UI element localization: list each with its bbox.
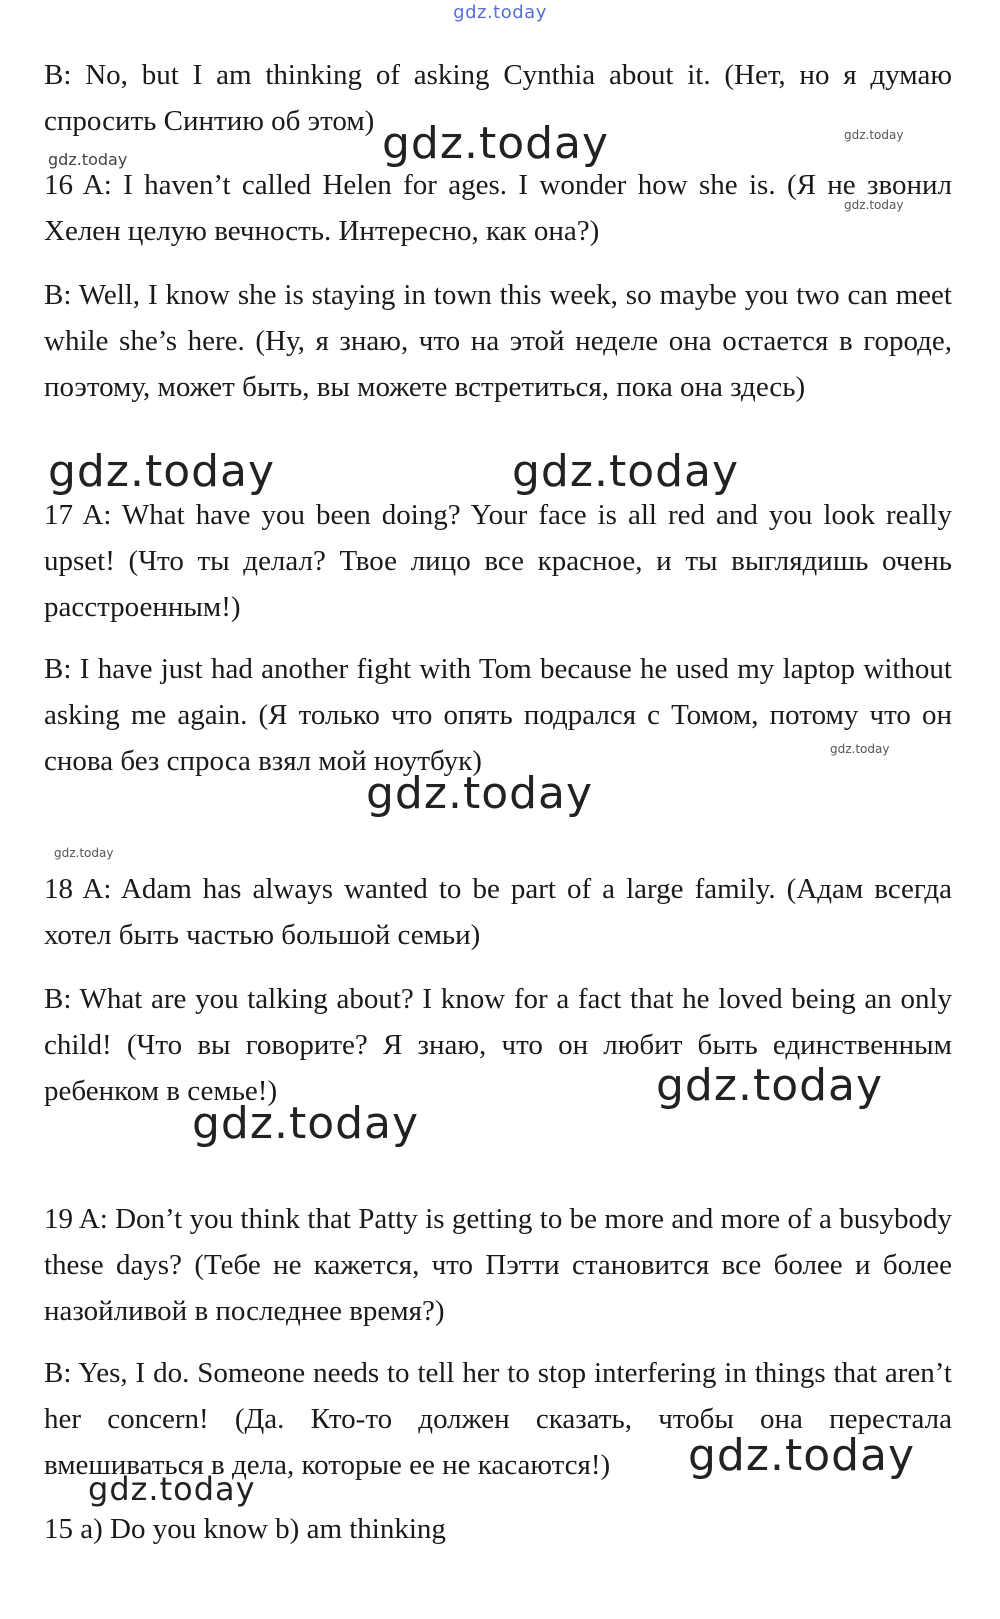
answer-key-15: 15 a) Do you know b) am thinking	[44, 1513, 446, 1545]
watermark: gdz.today	[844, 198, 904, 212]
watermark: gdz.today	[54, 846, 114, 860]
watermark: gdz.today	[844, 128, 904, 142]
watermark: gdz.today	[688, 1430, 916, 1481]
watermark: gdz.today	[48, 150, 128, 169]
dialogue-17-b: B: I have just had another fight with Tom because he used my laptop without asking me again. (Я только что опять подрался с Томом, потому что он снова без спроса взял мой ноутбук)	[44, 653, 952, 777]
dialogue-19-a: 19 A: Don’t you think that Patty is getting to be more and more of a busybody these days? (Тебе не кажется, что Пэтти становится все более и более назойливой в последнее время?)	[44, 1203, 952, 1327]
dialogue-19-b: B: Yes, I do. Someone needs to tell her to stop interfering in things that aren’t her concern! (Да. Кто-то должен сказать, чтобы она перестала вмешиваться в дела, которые ее не касаются!)	[44, 1357, 952, 1481]
dialogue-18-a: 18 A: Adam has always wanted to be part of a large family. (Адам всегда хотел быть частью большой семьи)	[44, 873, 952, 951]
watermark: gdz.today	[830, 742, 890, 756]
watermark: gdz.today	[382, 118, 610, 169]
dialogue-16-a: 16 A: I haven’t called Helen for ages. I wonder how she is. (Я не звонил Хелен целую вечность. Интересно, как она?)	[44, 169, 952, 247]
watermark: gdz.today	[656, 1060, 884, 1111]
watermark: gdz.today	[192, 1098, 420, 1149]
watermark: gdz.today	[48, 446, 276, 497]
watermark: gdz.today	[512, 446, 740, 497]
dialogue-15-b: B: No, but I am thinking of asking Cynthia about it. (Нет, но я думаю спросить Синтию об этом)	[44, 59, 952, 137]
watermark: gdz.today	[88, 1470, 256, 1508]
site-header-mark: gdz.today	[453, 2, 547, 23]
dialogue-18-b: B: What are you talking about? I know for a fact that he loved being an only child! (Что вы говорите? Я знаю, что он любит быть единственным ребенком в семье!)	[44, 983, 952, 1107]
watermark: gdz.today	[366, 768, 594, 819]
dialogue-17-a: 17 A: What have you been doing? Your face is all red and you look really upset! (Что ты делал? Твое лицо все красное, и ты выглядишь очень расстроенным!)	[44, 499, 952, 623]
dialogue-16-b: B: Well, I know she is staying in town this week, so maybe you two can meet while she’s here. (Ну, я знаю, что на этой неделе она остается в городе, поэтому, может быть, вы можете встретиться, пока она здесь)	[44, 279, 952, 403]
